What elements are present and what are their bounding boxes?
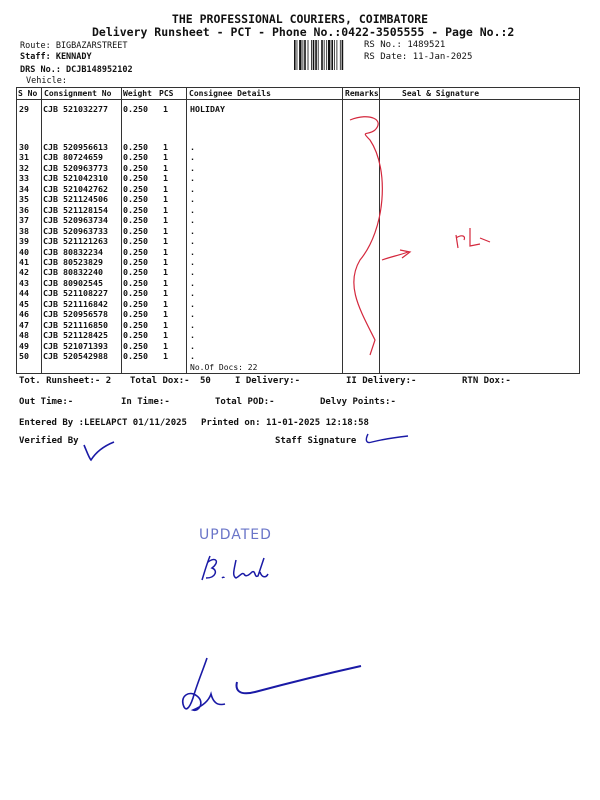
pcs-cell: 1 [163, 267, 168, 278]
barcode-icon [294, 40, 358, 70]
stamp-signature [196, 548, 276, 586]
consignment-cell: CJB 80832240 [43, 267, 103, 278]
consignee-cell: . [190, 152, 195, 163]
total-dox-label: Total Dox:- [130, 376, 190, 386]
staff-signature-label: Staff Signature [275, 436, 357, 446]
entered-by: Entered By :LEELAPCT 01/11/2025 [19, 418, 187, 428]
consignment-cell: CJB 80902545 [43, 277, 103, 288]
consignment-cell: CJB 80832234 [43, 246, 103, 257]
sno-cell: 43 [19, 277, 29, 288]
consignee-cell: . [190, 319, 195, 330]
column-header-seal: Seal & Signature [402, 89, 480, 98]
weight-cell: 0.250 [123, 309, 148, 320]
pcs-cell: 1 [163, 152, 168, 163]
pcs-cell: 1 [163, 309, 168, 320]
sno-cell: 36 [19, 204, 29, 215]
consignment-cell: CJB 521124506 [43, 194, 108, 205]
weight-cell: 0.250 [123, 194, 148, 205]
weight-cell: 0.250 [123, 298, 148, 309]
vehicle-label: Vehicle: [26, 76, 67, 86]
total-runsheet: Tot. Runsheet:- 2 [19, 376, 112, 386]
consignment-cell: CJB 521116842 [43, 298, 108, 309]
pcs-cell: 1 [163, 162, 168, 173]
sno-cell: 32 [19, 162, 29, 173]
pcs-cell: 1 [163, 204, 168, 215]
rtn-dox: RTN Dox:- [462, 376, 511, 386]
no-of-docs: No.Of Docs: 22 [190, 363, 258, 372]
sno-cell: 37 [19, 215, 29, 226]
weight-cell: 0.250 [123, 256, 148, 267]
consignee-cell: . [190, 277, 195, 288]
pcs-cell: 1 [163, 340, 168, 351]
verified-signature [80, 440, 120, 465]
staff-signature [362, 430, 412, 450]
pcs-cell: 1 [163, 330, 168, 341]
pcs-cell: 1 [163, 236, 168, 247]
consignment-cell: CJB 521032277 [43, 104, 108, 114]
pcs-cell: 1 [163, 225, 168, 236]
consignment-cell: CJB 520956578 [43, 309, 108, 320]
ii-delivery: II Delivery:- [346, 376, 417, 386]
pcs-cell: 1 [163, 142, 168, 152]
total-dox-value: 50 [200, 376, 211, 386]
sno-cell: 50 [19, 351, 29, 361]
rs-date: RS Date: 11-Jan-2025 [364, 52, 473, 62]
sno-cell: 40 [19, 246, 29, 257]
column-header-consignment: Consignment No [44, 89, 112, 98]
pcs-cell: 1 [163, 298, 168, 309]
sno-cell: 44 [19, 288, 29, 299]
consignment-cell: CJB 521071393 [43, 340, 108, 351]
consignee-cell: . [190, 246, 195, 257]
consignee-cell: . [190, 215, 195, 226]
pcs-cell: 1 [163, 288, 168, 299]
sno-cell: 34 [19, 183, 29, 194]
consignment-cell: CJB 520963733 [43, 225, 108, 236]
weight-cell: 0.250 [123, 340, 148, 351]
sno-cell: 47 [19, 319, 29, 330]
pcs-cell: 1 [163, 173, 168, 184]
weight-cell: 0.250 [123, 204, 148, 215]
sno-cell: 33 [19, 173, 29, 184]
sno-cell: 46 [19, 309, 29, 320]
consignee-cell: . [190, 340, 195, 351]
consignee-cell: . [190, 162, 195, 173]
weight-cell: 0.250 [123, 319, 148, 330]
column-header-remarks: Remarks [345, 89, 379, 98]
sno-cell: 31 [19, 152, 29, 163]
weight-cell: 0.250 [123, 225, 148, 236]
updated-stamp: UPDATED [199, 527, 272, 543]
route-label: Route: BIGBAZARSTREET [20, 41, 128, 51]
pcs-cell: 1 [163, 319, 168, 330]
consignee-cell: . [190, 173, 195, 184]
pcs-cell: 1 [163, 256, 168, 267]
pcs-cell: 1 [163, 194, 168, 205]
sno-cell: 39 [19, 236, 29, 247]
delivery-points: Delvy Points:- [320, 397, 396, 407]
sno-cell: 42 [19, 267, 29, 278]
total-pod: Total POD:- [215, 397, 275, 407]
large-signature [175, 650, 375, 720]
consignment-cell: CJB 520963773 [43, 162, 108, 173]
pcs-cell: 1 [163, 183, 168, 194]
verified-by-label: Verified By [19, 436, 79, 446]
weight-cell: 0.250 [123, 215, 148, 226]
consignee-cell: . [190, 194, 195, 205]
weight-cell: 0.250 [123, 152, 148, 163]
weight-cell: 0.250 [123, 330, 148, 341]
consignee-cell: . [190, 267, 195, 278]
pcs-cell: 1 [163, 246, 168, 257]
weight-cell: 0.250 [123, 246, 148, 257]
consignment-cell: CJB 520956613 [43, 142, 108, 152]
consignment-cell: CJB 80523829 [43, 256, 103, 267]
red-remarks-scribble [330, 110, 530, 360]
consignee-cell: . [190, 256, 195, 267]
consignee-cell: . [190, 298, 195, 309]
consignment-cell: CJB 520542988 [43, 351, 108, 361]
weight-cell: 0.250 [123, 104, 148, 114]
consignee-cell: . [190, 288, 195, 299]
weight-cell: 0.250 [123, 142, 148, 152]
consignment-cell: CJB 521128154 [43, 204, 108, 215]
consignee-cell: . [190, 351, 195, 361]
pcs-cell: 1 [163, 351, 168, 361]
consignment-cell: CJB 521121263 [43, 236, 108, 247]
weight-cell: 0.250 [123, 267, 148, 278]
i-delivery: I Delivery:- [235, 376, 301, 386]
consignee-cell: . [190, 236, 195, 247]
document-title: Delivery Runsheet - PCT - Phone No.:0422-3505555 - Page No.:2 [92, 25, 515, 39]
consignment-cell: CJB 521128425 [43, 330, 108, 341]
consignee-cell: HOLIDAY [190, 104, 225, 114]
pcs-cell: 1 [163, 215, 168, 226]
consignment-cell: CJB 521042762 [43, 183, 108, 194]
weight-cell: 0.250 [123, 236, 148, 247]
consignee-cell: . [190, 309, 195, 320]
consignee-cell: . [190, 330, 195, 341]
weight-cell: 0.250 [123, 162, 148, 173]
consignment-cell: CJB 521042310 [43, 173, 108, 184]
consignee-cell: . [190, 142, 195, 152]
consignee-cell: . [190, 225, 195, 236]
consignee-cell: . [190, 204, 195, 215]
sno-cell: 45 [19, 298, 29, 309]
consignment-cell: CJB 521116850 [43, 319, 108, 330]
weight-cell: 0.250 [123, 277, 148, 288]
sno-cell: 41 [19, 256, 29, 267]
sno-cell: 30 [19, 142, 29, 152]
out-time: Out Time:- [19, 397, 74, 407]
drs-number: DRS No.: DCJB148952102 [20, 65, 133, 75]
column-header-consignee: Consignee Details [189, 89, 271, 98]
pcs-cell: 1 [163, 277, 168, 288]
weight-cell: 0.250 [123, 351, 148, 361]
rs-number: RS No.: 1489521 [364, 40, 446, 50]
sno-cell: 49 [19, 340, 29, 351]
staff-label: Staff: KENNADY [20, 52, 92, 62]
weight-cell: 0.250 [123, 288, 148, 299]
consignment-cell: CJB 521108227 [43, 288, 108, 299]
column-header-sno: S No [18, 89, 38, 98]
weight-cell: 0.250 [123, 183, 148, 194]
column-header-pcs: PCS [159, 89, 174, 98]
weight-cell: 0.250 [123, 173, 148, 184]
consignee-cell: . [190, 183, 195, 194]
pcs-cell: 1 [163, 104, 168, 114]
consignment-cell: CJB 520963734 [43, 215, 108, 226]
consignment-cell: CJB 80724659 [43, 152, 103, 163]
company-name: THE PROFESSIONAL COURIERS, COIMBATORE [171, 12, 429, 26]
sno-cell: 35 [19, 194, 29, 205]
in-time: In Time:- [121, 397, 170, 407]
sno-cell: 48 [19, 330, 29, 341]
printed-on: Printed on: 11-01-2025 12:18:58 [201, 418, 369, 428]
column-header-weight: Weight [123, 89, 152, 98]
sno-cell: 38 [19, 225, 29, 236]
sno-cell: 29 [19, 104, 29, 114]
